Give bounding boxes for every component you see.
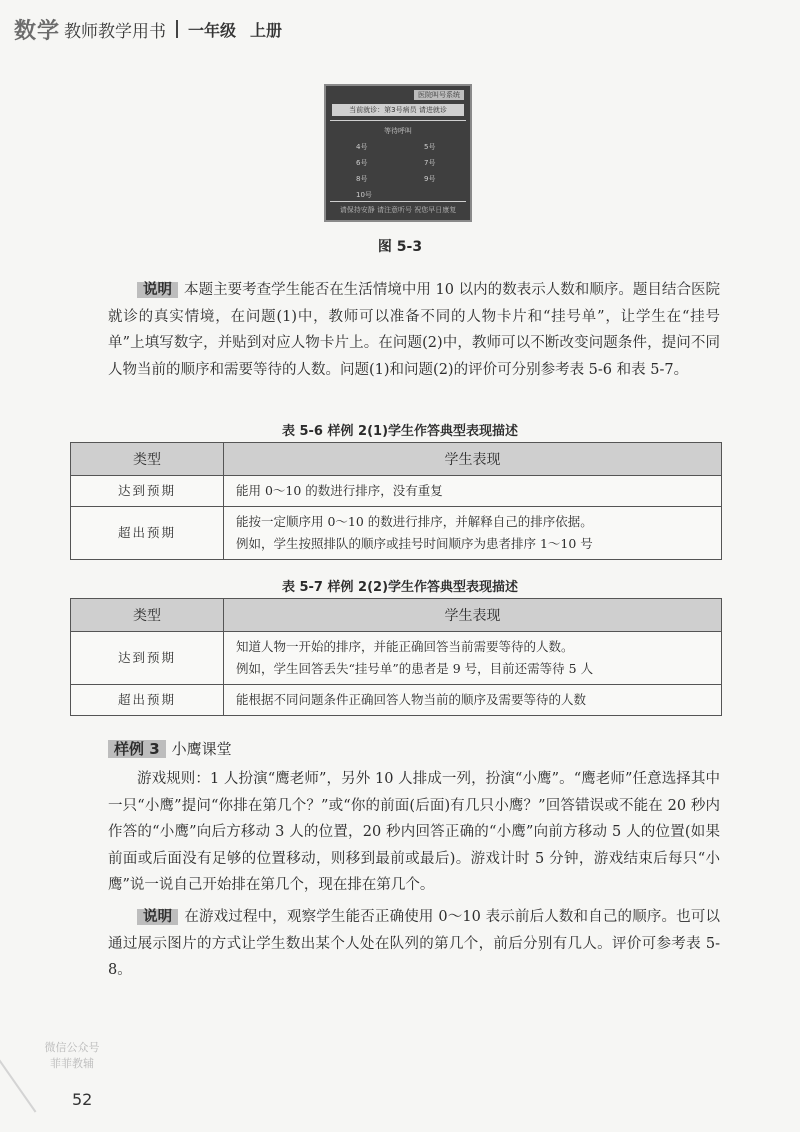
note-tag: 说明	[137, 909, 178, 925]
description-line: 例如，学生按照排队的顺序或挂号时间顺序为患者排序 1～10 号	[236, 536, 593, 551]
note-text: 在游戏过程中，观察学生能否正确使用 0～10 表示前后人数和自己的顺序。也可以通过展示图片的方式让学生数出某个人处在队列的第几个，前后分别有几人。评价可参考表 5-8。	[108, 909, 720, 978]
waiting-label: 等待呼叫	[384, 127, 412, 135]
column-header: 类型	[71, 443, 224, 476]
queue-number: 6号	[356, 159, 368, 167]
note-text: 本题主要考查学生能否在生活情境中用 10 以内的数表示人数和顺序。题目结合医院就诊的真实情境，在问题(1)中，教师可以准备不同的人物卡片和“挂号单”，让学生在“挂号单”上填写数字，并贴到对应人物卡片上。在问题(2)中，教师可以不断改变问题条件，提问不同人物当前的顺序和需要等待的人数。问题(1)和问题(2)的评价可分别参考表 5-6 和表 5-7。	[108, 282, 720, 378]
column-header: 类型	[71, 599, 224, 632]
description-line: 能根据不同问题条件正确回答人物当前的顺序及需要等待的人数	[236, 692, 587, 707]
table-row	[71, 632, 722, 685]
header-brand: 数学	[14, 18, 61, 44]
queue-number: 9号	[424, 175, 436, 183]
watermark-line: 微信公众号	[44, 1041, 100, 1054]
figure-caption: 图 5-3	[377, 239, 423, 255]
game-rules-paragraph: 游戏规则：1 人扮演“鹰老师”，另外 10 人排成一列，扮演“小鹰”。“鹰老师”任意选择其中一只“小鹰”提问“你排在第几个？”或“你的前面(后面)有几只小鹰？”回答错误或不能在 20 秒内作答的“小鹰”向后方移动 3 人的位置，20 秒内回答正确的“小鹰”向前方移动 5 人的位置(如果前面或后面没有足够的位置移动，则移到最前或最后)。游戏计时 5 分钟，游戏结束后每只“小鹰”说一说自己开始排在第几个，现在排在第几个。	[108, 771, 720, 893]
description-line: 知道人物一开始的排序，并能正确回答当前需要等待的人数。	[236, 639, 574, 654]
running-header	[14, 14, 282, 44]
queue-number: 8号	[356, 175, 368, 183]
table-caption: 表 5-6 样例 2(1)学生作答典型表现描述	[281, 424, 519, 439]
queue-number: 10号	[356, 191, 372, 199]
column-header: 学生表现	[224, 443, 722, 476]
type-cell: 达到预期	[71, 632, 224, 685]
description-line: 例如，学生回答丢失“挂号单”的患者是 9 号，目前还需等待 5 人	[236, 661, 594, 676]
description-cell	[224, 685, 722, 716]
table-row	[71, 507, 722, 560]
screen-divider	[330, 120, 466, 121]
performance-table-5-7	[70, 598, 722, 716]
screen-divider	[330, 201, 466, 202]
example-title: 小鹰课堂	[171, 740, 232, 758]
header-divider	[176, 20, 178, 38]
queue-number: 4号	[356, 143, 368, 151]
screen-footer: 请保持安静 请注意听号 祝您早日康复	[339, 206, 457, 214]
description-cell	[224, 632, 722, 685]
table-row	[71, 476, 722, 507]
queue-number: 7号	[424, 159, 436, 167]
description-line: 能按一定顺序用 0～10 的数进行排序，并解释自己的排序依据。	[236, 514, 593, 529]
example-heading	[108, 738, 232, 759]
table-row	[71, 685, 722, 716]
page-number: 52	[72, 1090, 93, 1109]
note-tag: 说明	[137, 282, 178, 298]
header-grade: 一年级	[188, 20, 237, 40]
type-cell: 超出预期	[71, 685, 224, 716]
queue-number: 5号	[424, 143, 436, 151]
type-cell: 达到预期	[71, 476, 224, 507]
note-paragraph	[108, 277, 720, 383]
description-line: 能用 0～10 的数进行排序，没有重复	[236, 483, 443, 498]
table-header-row	[71, 443, 722, 476]
performance-table-5-6	[70, 442, 722, 560]
table-header-row	[71, 599, 722, 632]
example-tag: 样例 3	[108, 740, 166, 758]
header-volume: 上册	[250, 20, 283, 40]
header-subtitle: 教师教学用书	[64, 21, 167, 42]
type-cell: 超出预期	[71, 507, 224, 560]
screen-tag: 医院叫号系统	[414, 90, 464, 100]
watermark-pen-icon	[0, 1025, 77, 1112]
current-patient-banner: 当前就诊：第3号病员 请进就诊	[332, 104, 464, 116]
queue-display-figure	[324, 84, 472, 222]
table-caption: 表 5-7 样例 2(2)学生作答典型表现描述	[281, 580, 519, 595]
description-cell	[224, 476, 722, 507]
watermark-line: 菲菲教辅	[50, 1057, 94, 1070]
note-paragraph	[108, 904, 720, 984]
description-cell	[224, 507, 722, 560]
column-header: 学生表现	[224, 599, 722, 632]
